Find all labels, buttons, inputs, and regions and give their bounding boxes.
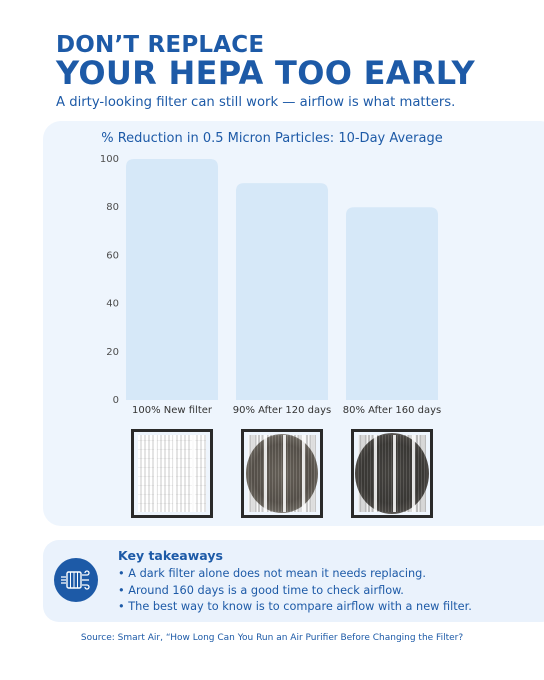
category-label: 80% After 160 days — [342, 405, 442, 416]
air-filter-icon — [54, 558, 98, 602]
used-filter-160-days-photo — [351, 429, 433, 518]
y-tick-label: 60 — [106, 250, 119, 262]
y-tick-label: 0 — [112, 395, 119, 406]
title-line-1: DON’T REPLACE — [56, 32, 265, 58]
category-label: 100% New filter — [131, 405, 213, 416]
y-tick-label: 40 — [106, 298, 119, 310]
takeaways-list — [118, 566, 472, 616]
subtitle: A dirty-looking filter can still work — airflow is what matters. — [56, 95, 456, 110]
takeaway-item: • A dark filter alone does not mean it needs replacing. — [118, 567, 426, 580]
new-filter-photo — [131, 429, 213, 518]
y-tick-label: 80 — [106, 202, 119, 214]
takeaway-item: • Around 160 days is a good time to check airflow. — [118, 583, 404, 597]
y-tick-label: 100 — [99, 154, 119, 165]
bar — [236, 183, 328, 400]
bar — [346, 207, 438, 400]
takeaways-title: Key takeaways — [118, 548, 223, 563]
used-filter-120-days-photo — [241, 429, 323, 518]
title-line-2: YOUR HEPA TOO EARLY — [56, 54, 475, 92]
bar — [126, 159, 218, 400]
chart-title: % Reduction in 0.5 Micron Particles: 10-Day Average — [101, 131, 443, 146]
category-label: 90% After 120 days — [232, 405, 332, 416]
y-tick-label: 20 — [106, 346, 119, 358]
source-citation: Source: Smart Air, “How Long Can You Run an Air Purifier Before Changing the Filter? — [80, 633, 464, 643]
takeaway-item: • The best way to know is to compare airflow with a new filter. — [118, 600, 472, 613]
